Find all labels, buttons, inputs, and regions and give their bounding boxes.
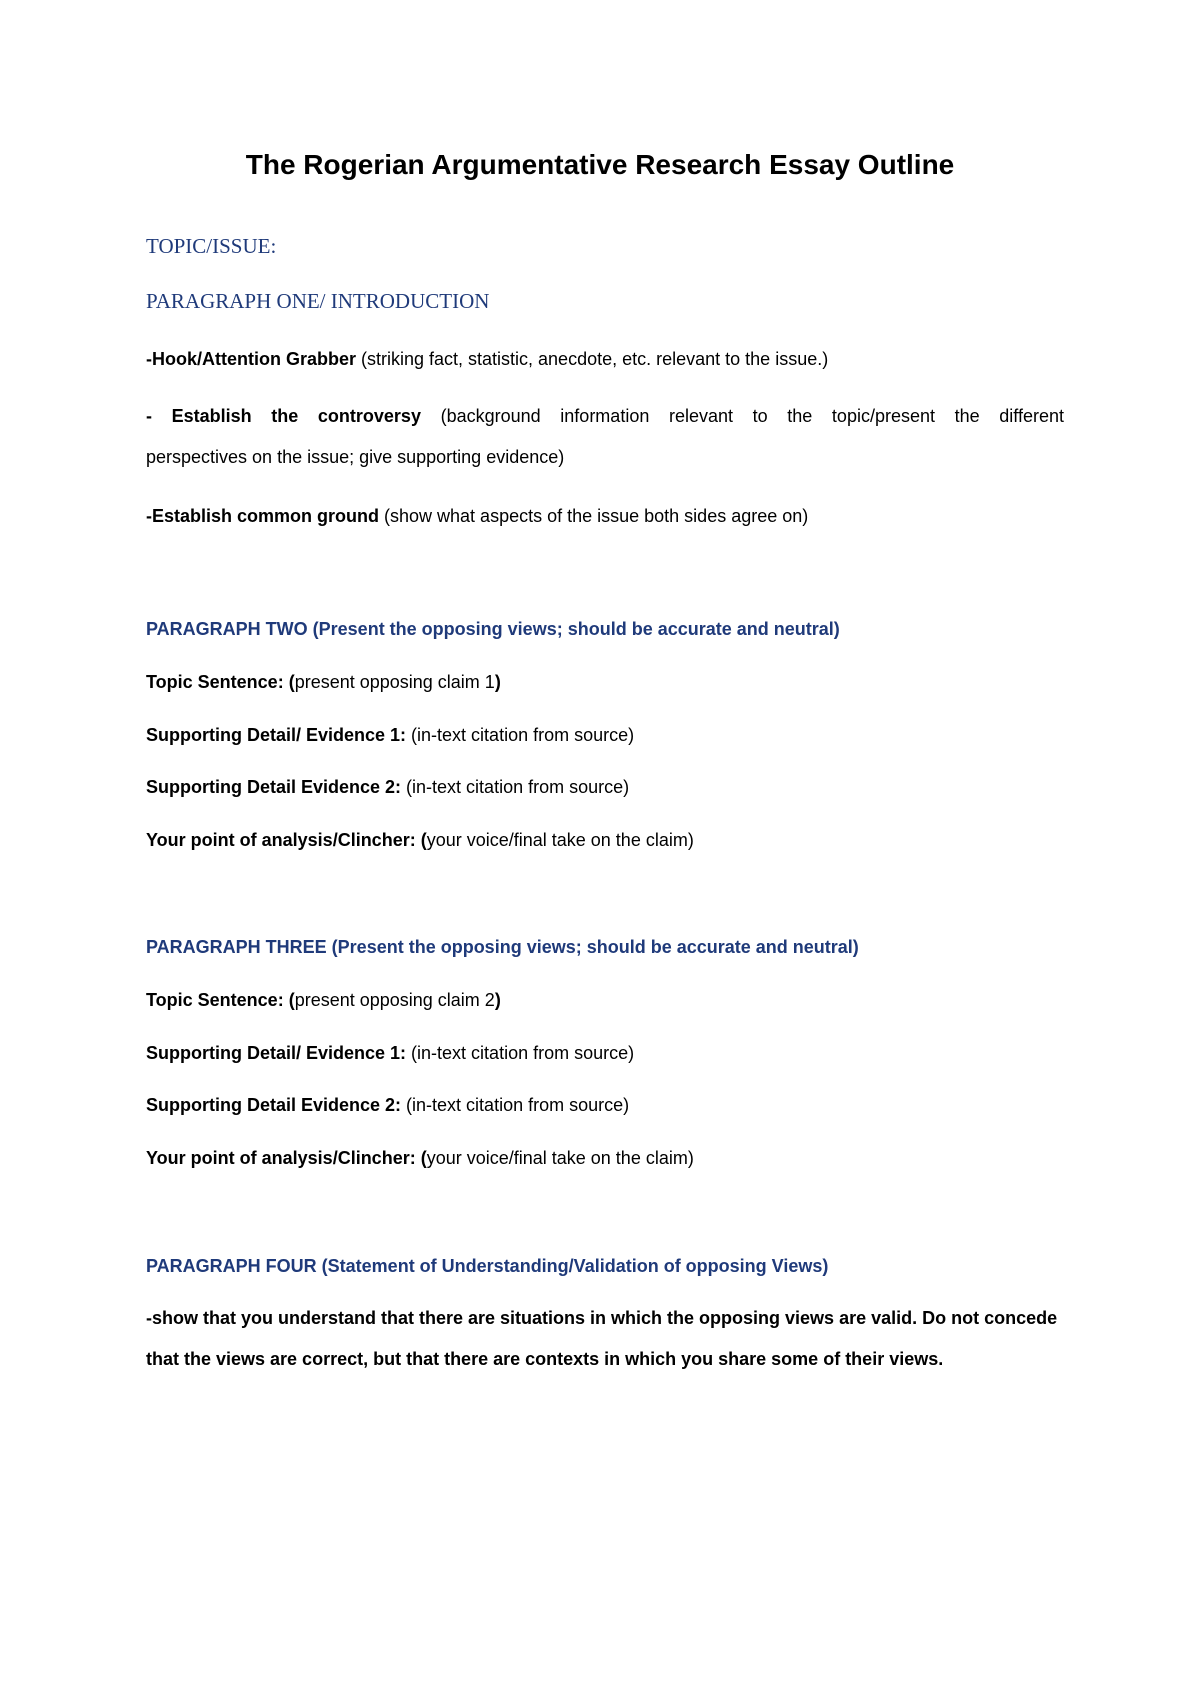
hook-item: -Hook/Attention Grabber (striking fact, statistic, anecdote, etc. relevant to the issue.)	[146, 349, 829, 369]
common-ground-item: -Establish common ground (show what aspects of the issue both sides agree on)	[146, 506, 809, 526]
p2-supporting-detail-2: Supporting Detail Evidence 2: (in-text citation from source)	[146, 777, 630, 797]
p3-clincher: Your point of analysis/Clincher: (your voice/final take on the claim)	[146, 1148, 694, 1168]
paragraph-three-heading: PARAGRAPH THREE (Present the opposing views; should be accurate and neutral)	[146, 937, 859, 957]
paragraph-two-heading: PARAGRAPH TWO (Present the opposing views; should be accurate and neutral)	[146, 619, 840, 639]
document-title: The Rogerian Argumentative Research Essay Outline	[245, 149, 955, 180]
p3-supporting-detail-2: Supporting Detail Evidence 2: (in-text citation from source)	[146, 1095, 630, 1115]
topic-issue-label: TOPIC/ISSUE:	[146, 234, 277, 258]
controversy-item-continued: perspectives on the issue; give supporting evidence)	[146, 447, 565, 467]
p2-clincher: Your point of analysis/Clincher: (your voice/final take on the claim)	[146, 830, 694, 850]
p3-supporting-detail-1: Supporting Detail/ Evidence 1: (in-text citation from source)	[146, 1043, 635, 1063]
paragraph-one-heading: PARAGRAPH ONE/ INTRODUCTION	[146, 289, 490, 313]
p2-supporting-detail-1: Supporting Detail/ Evidence 1: (in-text citation from source)	[146, 725, 635, 745]
p4-body: -show that you understand that there are situations in which the opposing views are valid. Do not concede that the views are correct, but that there are contexts in which you share some of their views.	[146, 1308, 1058, 1369]
paragraph-four-heading: PARAGRAPH FOUR (Statement of Understanding/Validation of opposing Views)	[146, 1256, 829, 1276]
controversy-item: - Establish the controversy (background information relevant to the topic/present the different	[146, 406, 1064, 426]
p3-topic-sentence: Topic Sentence: (present opposing claim 2)	[146, 990, 501, 1010]
p2-topic-sentence: Topic Sentence: (present opposing claim 1)	[146, 672, 501, 692]
